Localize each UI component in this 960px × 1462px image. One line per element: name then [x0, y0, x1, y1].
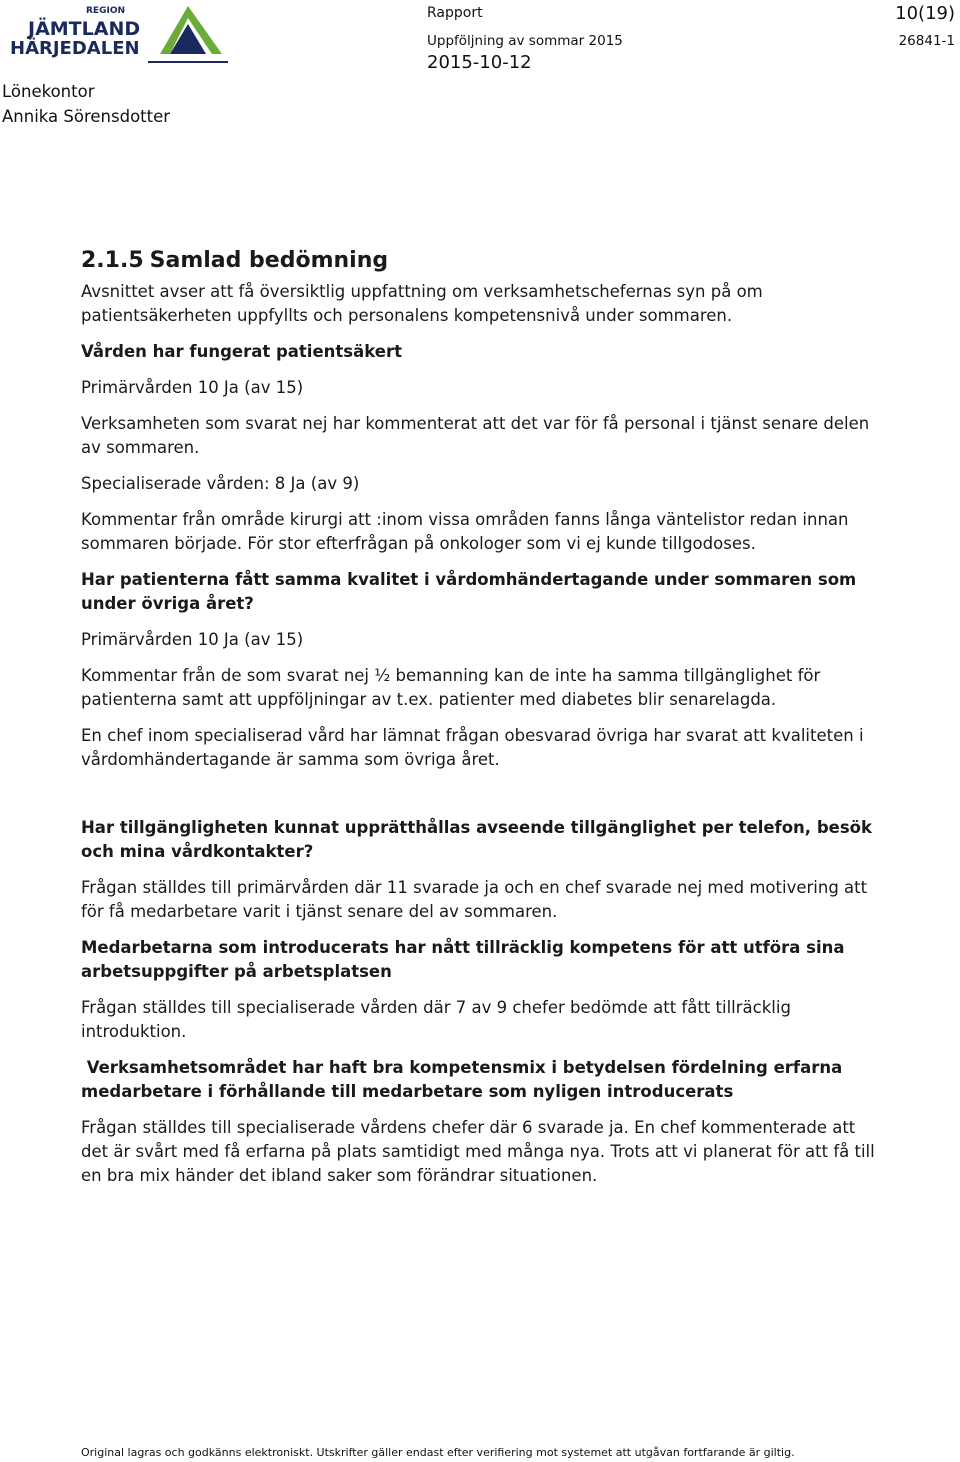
doc-date: 2015-10-12 — [427, 52, 532, 73]
logo-line2: JÄMTLAND — [28, 18, 141, 40]
answer-3: Frågan ställdes till primärvården där 11 svarade ja och en chef svarade nej med motivering att för få medarbetare varit i tjänst senare del av sommaren. — [81, 878, 868, 921]
page-footer: Original lagras och godkänns elektroniskt. Utskrifter gäller endast efter verifiering mot systemet att utgåvan fortfarande är giltig. — [81, 1446, 795, 1459]
answer-2-specialist: En chef inom specialiserad vård har lämnat frågan obesvarad övriga har svarat att kvaliteten i vårdomhändertagande är samma som övriga året. — [81, 726, 864, 769]
question-heading-1: Vården har fungerat patientsäkert — [81, 342, 402, 361]
region-logo — [8, 2, 230, 66]
question-heading-5: Verksamhetsområdet har haft bra kompetensmix i betydelsen fördelning erfarna medarbetare i förhållande till medarbetare som nyligen introducerats — [81, 1058, 848, 1101]
answer-1-specialist: Specialiserade vården: 8 Ja (av 9) — [81, 474, 360, 493]
section-title: Samlad bedömning — [149, 248, 389, 273]
question-heading-4: Medarbetarna som introducerats har nått tillräcklig kompetens för att utföra sina arbetsuppgifter på arbetsplatsen — [81, 938, 845, 981]
doc-number: 26841-1 — [898, 33, 955, 49]
author: Annika Sörensdotter — [2, 107, 171, 126]
answer-1-specialist-comment: Kommentar från område kirurgi att :inom vissa områden fanns långa väntelistor redan innan sommaren började. För stor efterfrågan på onkologer som vi ej kunde tillgodoses. — [81, 510, 849, 553]
section-heading — [81, 248, 881, 273]
logo-line3: HÄRJEDALEN — [10, 38, 140, 59]
answer-1-primary: Primärvården 10 Ja (av 15) — [81, 378, 304, 397]
section-number: 2.1.5 — [81, 248, 144, 273]
answer-5: Frågan ställdes till specialiserade vårdens chefer där 6 svarade ja. En chef kommenterade att det är svårt med få erfarna på plats samtidigt med många nya. Trots att vi planerat för att få till en bra mix händer det ibland saker som förändrar situationen. — [81, 1118, 875, 1185]
department: Lönekontor — [2, 82, 95, 101]
answer-2-primary: Primärvården 10 Ja (av 15) — [81, 630, 304, 649]
answer-1-comment: Verksamheten som svarat nej har kommenterat att det var för få personal i tjänst senare delen av sommaren. — [81, 414, 870, 457]
doc-type: Rapport — [427, 5, 483, 21]
answer-4: Frågan ställdes till specialiserade vården där 7 av 9 chefer bedömde att fått tillräcklig introduktion. — [81, 998, 791, 1041]
answer-2-comment: Kommentar från de som svarat nej ½ bemanning kan de inte ha samma tillgänglighet för patienterna samt att uppföljningar av t.ex. patienter med diabetes blir senarelagda. — [81, 666, 821, 709]
header-left — [2, 79, 170, 129]
page-number: 10(19) — [895, 3, 955, 24]
logo-graphic — [8, 2, 230, 66]
section-intro: Avsnittet avser att få översiktlig uppfattning om verksamhetschefernas syn på om patientsäkerheten uppfyllts och personalens kompetensnivå under sommaren. — [81, 282, 763, 325]
document-body — [81, 248, 881, 1200]
question-heading-2: Har patienterna fått samma kvalitet i vårdomhändertagande under sommaren som under övriga året? — [81, 570, 857, 613]
doc-subtitle: Uppföljning av sommar 2015 — [427, 33, 623, 49]
logo-line1: REGION — [86, 6, 125, 16]
question-heading-3: Har tillgängligheten kunnat upprätthållas avseende tillgänglighet per telefon, besök och mina vårdkontakter? — [81, 818, 872, 861]
